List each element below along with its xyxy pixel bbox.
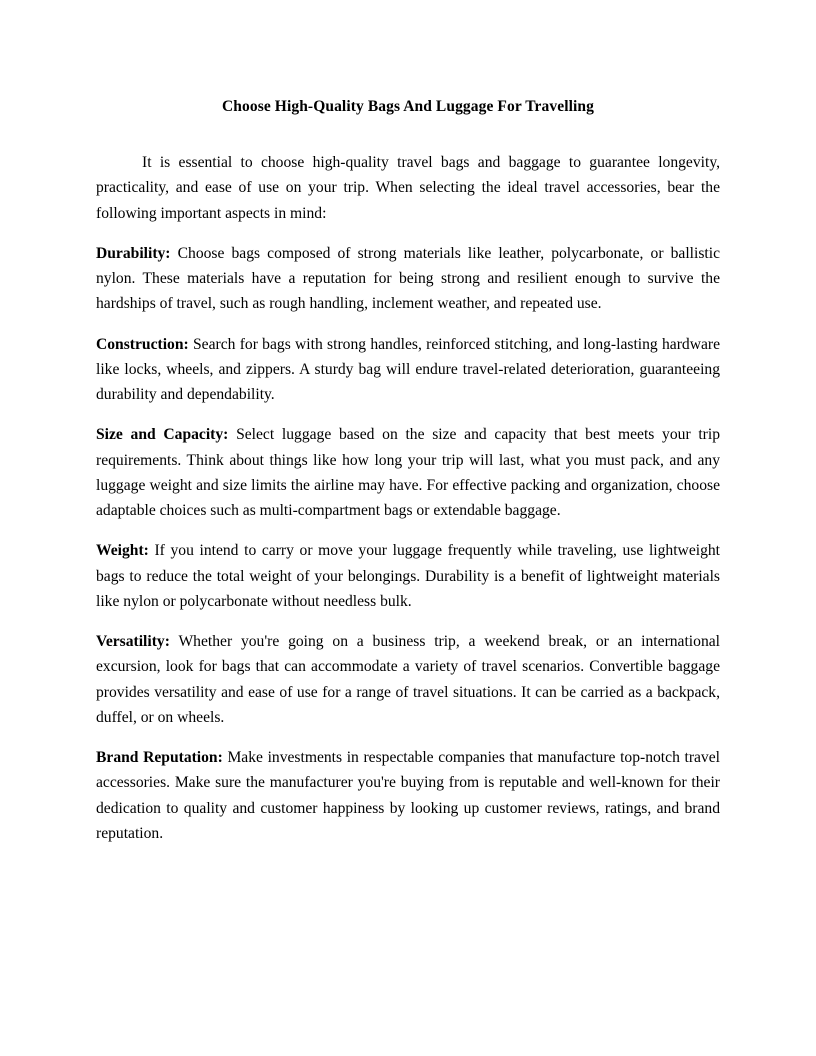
paragraph-text: If you intend to carry or move your luggage frequently while traveling, use lightweight bags to reduce the total weight of your belongings. Durability is a benefit of lightweight materials like nylon or polycarbonate without needless bulk.: [96, 542, 720, 610]
paragraph-intro: [96, 150, 720, 226]
paragraph-brand-reputation: [96, 745, 720, 846]
paragraph-text: Choose bags composed of strong materials like leather, polycarbonate, or ballistic nylon. These materials have a reputation for being strong and resilient enough to survive the hardships of travel, such as rough handling, inclement weather, and repeated use.: [96, 244, 720, 313]
paragraph-text: Whether you're going on a business trip, a weekend break, or an international excursion, look for bags that can accommodate a variety of travel scenarios. Convertible baggage provides versatility and ease of use for a range of travel situations. It can be carried as a backpack, duffel, or on wheels.: [96, 633, 720, 726]
paragraph-lead: Durability:: [96, 244, 171, 262]
page-title: Choose High-Quality Bags And Luggage For Travelling: [222, 98, 594, 115]
paragraph-text: Make investments in respectable companies that manufacture top-notch travel accessories. Make sure the manufacturer you're buying from is reputable and well-known for their dedication to quality and customer happiness by looking up customer reviews, ratings, and brand reputation.: [96, 749, 720, 842]
paragraph-weight: [96, 538, 720, 614]
paragraph-construction: [96, 332, 720, 408]
paragraph-text: Search for bags with strong handles, reinforced stitching, and long-lasting hardware like locks, wheels, and zippers. A sturdy bag will endure travel-related deterioration, guaranteeing durability and dependability.: [96, 335, 720, 403]
paragraph-lead: Weight:: [96, 542, 149, 560]
paragraph-text: Select luggage based on the size and capacity that best meets your trip requirements. Think about things like how long your trip will last, what you must pack, and any luggage weight and size limits the airline may have. For effective packing and organization, choose adaptable choices such as multi-compartment bags or extendable baggage.: [96, 426, 721, 519]
paragraph-lead: Size and Capacity:: [96, 426, 229, 444]
paragraph-lead: Construction:: [96, 335, 189, 353]
paragraph-durability: [96, 241, 720, 317]
paragraph-size-and-capacity: [96, 422, 720, 523]
paragraph-text: It is essential to choose high-quality travel bags and baggage to guarantee longevity, practicality, and ease of use on your trip. When selecting the ideal travel accessories, bear the following important aspects in mind:: [96, 154, 720, 222]
paragraph-lead: Brand Reputation:: [96, 749, 223, 766]
paragraph-lead: Versatility:: [96, 633, 170, 650]
paragraph-versatility: [96, 629, 720, 730]
document-body: [96, 150, 720, 846]
